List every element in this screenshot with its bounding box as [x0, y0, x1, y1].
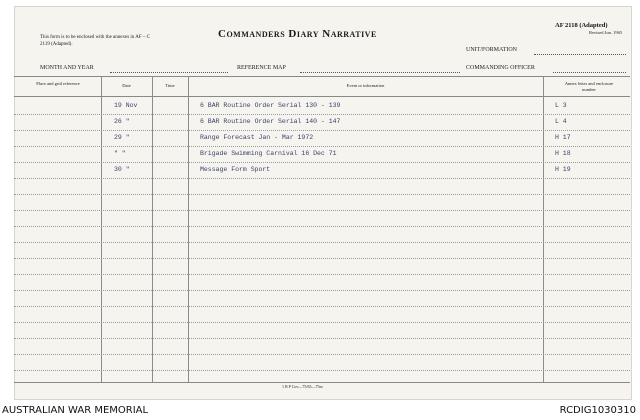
table-row — [14, 130, 630, 147]
entry-event: Brigade Swimming Carnival 16 Dec 71 — [200, 150, 337, 157]
reference-map-field — [300, 72, 460, 73]
entry-annex: L 4 — [555, 118, 567, 125]
empty-row — [14, 322, 630, 339]
entry-date: " " — [114, 150, 126, 157]
entry-annex: H 17 — [555, 134, 571, 141]
revised-date: Revised Jun. 1965 — [589, 30, 623, 35]
entry-date: 30 " — [114, 166, 130, 173]
entry-event: Message Form Sport — [200, 166, 271, 173]
column-header-time: Time — [165, 83, 175, 88]
entry-date: 29 " — [114, 134, 130, 141]
empty-row — [14, 226, 630, 243]
form-title: Commanders Diary Narrative — [218, 28, 377, 40]
table-row — [14, 114, 630, 131]
unit-formation-field — [534, 54, 626, 55]
table-row — [14, 162, 630, 179]
reference-map-label: REFERENCE MAP — [237, 65, 286, 71]
commanding-officer-field — [553, 72, 626, 73]
entry-annex: H 19 — [555, 166, 571, 173]
empty-row — [14, 242, 630, 259]
entry-date: 26 " — [114, 118, 130, 125]
commanding-officer-label: COMMANDING OFFICER — [466, 65, 535, 71]
empty-row — [14, 194, 630, 211]
table-row — [14, 146, 630, 163]
month-year-label: MONTH AND YEAR — [40, 65, 94, 71]
empty-row — [14, 290, 630, 307]
empty-row — [14, 210, 630, 227]
month-year-field — [110, 72, 228, 73]
column-header-annex: Annex letter and enclosure number — [564, 81, 614, 92]
printer-imprint: 1 B P Cov—75/65—75m — [282, 384, 323, 389]
table-bottom-rule — [14, 382, 630, 383]
entry-event: 6 BAR Routine Order Serial 140 - 147 — [200, 118, 341, 125]
empty-row — [14, 354, 630, 371]
column-header-place: Place and grid reference — [36, 81, 80, 86]
empty-row — [14, 338, 630, 355]
empty-row — [14, 258, 630, 275]
entry-date: 19 Nov — [114, 102, 138, 109]
archive-reference: RCDIG1030310 — [559, 405, 636, 416]
empty-row — [14, 274, 630, 291]
column-header-event: Event or information — [346, 83, 385, 88]
entry-event: Range Forecast Jan - Mar 1972 — [200, 134, 314, 141]
entry-annex: H 18 — [555, 150, 571, 157]
empty-row — [14, 178, 630, 195]
header-bottom-rule — [14, 96, 630, 97]
form-number: AF 2118 (Adapted) — [555, 22, 608, 29]
column-header-date: Date — [122, 83, 131, 88]
enclosure-note: This form is to be enclosed with the annexes in AF – C 2119 (Adapted). — [40, 35, 150, 47]
entry-event: 6 BAR Routine Order Serial 130 - 139 — [200, 102, 341, 109]
empty-row — [14, 306, 630, 323]
table-row — [14, 98, 630, 115]
entry-annex: L 3 — [555, 102, 567, 109]
archive-caption: AUSTRALIAN WAR MEMORIAL — [2, 405, 149, 416]
table-top-rule — [14, 76, 630, 77]
unit-formation-label: UNIT/FORMATION — [466, 47, 517, 53]
